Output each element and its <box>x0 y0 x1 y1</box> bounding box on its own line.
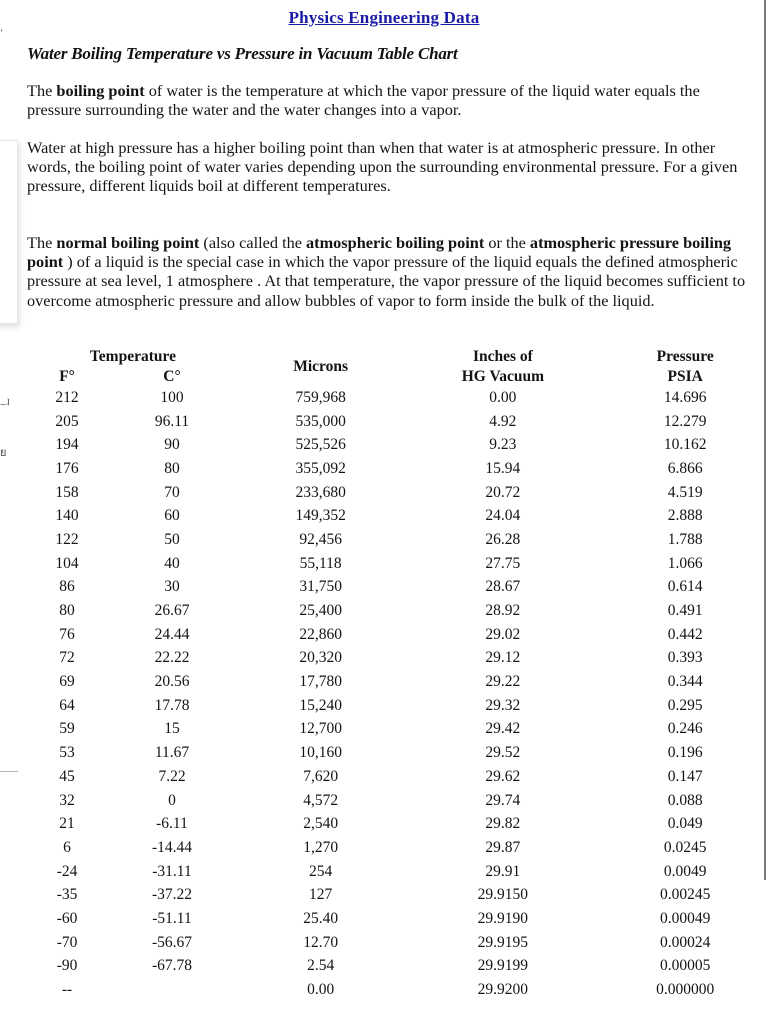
cell-c: 24.44 <box>154 625 190 643</box>
cell-hg: 29.74 <box>485 791 521 809</box>
page-title: Water Boiling Temperature vs Pressure in Vacuum Table Chart <box>27 44 458 63</box>
cell-hg: 29.32 <box>485 696 521 714</box>
bold-term: atmospheric boiling point <box>306 233 485 252</box>
header-psia-line1: Pressure <box>656 348 714 365</box>
cell-hg: 29.62 <box>485 767 521 785</box>
cell-f: 59 <box>59 720 75 738</box>
cell-microns: 7,620 <box>303 767 339 785</box>
table-row <box>28 789 768 813</box>
cell-f: 32 <box>59 791 75 809</box>
cell-f: -60 <box>56 909 78 927</box>
cell-c: 15 <box>164 720 180 738</box>
cell-microns: 15,240 <box>299 696 342 714</box>
cell-psia: 0.088 <box>667 791 703 809</box>
text: Water at high pressure has a higher boiling point than when that water is at atmospheric pressure. In other words, the boiling point of water varies depending upon the surrounding environmental pressure. For a given pressure, different liquids boil at different temperatures. <box>27 138 738 196</box>
cell-psia: 0.246 <box>667 720 703 738</box>
cell-psia: 0.393 <box>667 649 703 667</box>
cell-psia: 0.295 <box>667 696 703 714</box>
cell-microns: 0.00 <box>307 981 335 999</box>
cell-microns: 759,968 <box>295 388 346 406</box>
cell-c: -14.44 <box>151 838 193 856</box>
cell-microns: 1,270 <box>303 838 339 856</box>
cell-c: 30 <box>164 578 180 596</box>
cell-c: -67.78 <box>151 957 193 975</box>
table-row <box>28 481 768 505</box>
edge-mark: ‘ <box>0 28 4 39</box>
cell-psia: 0.344 <box>667 673 703 691</box>
cell-microns: 22,860 <box>299 625 342 643</box>
cell-c: 0 <box>168 791 176 809</box>
cell-f: 72 <box>59 649 75 667</box>
cell-psia: 0.147 <box>667 767 703 785</box>
cell-c: 26.67 <box>154 602 190 620</box>
cell-psia: 2.888 <box>667 507 703 525</box>
cell-hg: 0.00 <box>489 388 517 406</box>
cell-f: 122 <box>55 530 79 548</box>
cell-f: -35 <box>56 886 78 904</box>
cell-c: 20.56 <box>154 673 190 691</box>
cell-c: 17.78 <box>154 696 190 714</box>
cell-f: 76 <box>59 625 75 643</box>
cell-c: -6.11 <box>156 815 188 833</box>
cell-f: 176 <box>55 459 79 477</box>
cell-microns: 17,780 <box>299 673 342 691</box>
table-row <box>28 599 768 623</box>
cell-f: 104 <box>55 554 79 572</box>
bold-term: normal boiling point <box>56 233 200 252</box>
paragraph-high-pressure <box>27 138 747 196</box>
cell-microns: 525,526 <box>295 436 346 454</box>
cell-microns: 2.54 <box>307 957 335 975</box>
cell-psia: 0.0049 <box>663 862 707 880</box>
table-row <box>28 718 768 742</box>
bold-term: atmospheric pressure boiling point <box>27 233 732 272</box>
cell-psia: 1.066 <box>667 554 703 572</box>
cell-f: 212 <box>55 388 79 406</box>
cell-hg: 24.04 <box>485 507 521 525</box>
cell-psia: 0.00005 <box>660 957 711 975</box>
cell-c: 100 <box>160 388 184 406</box>
cell-f: -24 <box>56 862 78 880</box>
cell-microns: 127 <box>309 886 333 904</box>
cell-microns: 4,572 <box>303 791 339 809</box>
cell-psia: 0.00049 <box>660 909 711 927</box>
text: of water is the temperature at which the vapor pressure of the liquid water equals the pressure surrounding the water and the water changes into a vapor. <box>27 81 700 120</box>
cell-c: 40 <box>164 554 180 572</box>
header-fahrenheit: F° <box>59 367 75 385</box>
table-row <box>28 694 768 718</box>
cell-hg: 26.28 <box>485 530 521 548</box>
header-hg-line2: HG Vacuum <box>461 367 544 385</box>
cell-f: 69 <box>59 673 75 691</box>
header-psia-line2: PSIA <box>667 367 703 385</box>
cell-hg: 28.67 <box>485 578 521 596</box>
cell-hg: 29.9150 <box>477 886 529 904</box>
cell-microns: 535,000 <box>295 412 346 430</box>
cell-microns: 25,400 <box>299 602 342 620</box>
cell-hg: 29.22 <box>485 673 521 691</box>
table-row <box>28 670 768 694</box>
table-row <box>28 883 768 907</box>
cell-psia: 4.519 <box>667 483 703 501</box>
cell-f: 53 <box>59 744 75 762</box>
cell-f: 158 <box>55 483 79 501</box>
cell-f: 80 <box>59 602 75 620</box>
cell-hg: 4.92 <box>489 412 517 430</box>
cell-hg: 29.82 <box>485 815 521 833</box>
cell-hg: 9.23 <box>489 436 517 454</box>
side-glyph: ᅴ <box>0 398 11 411</box>
table-row <box>28 410 768 434</box>
site-link[interactable]: Physics Engineering Data <box>288 8 480 27</box>
cell-microns: 10,160 <box>299 744 342 762</box>
cell-psia: 0.00024 <box>660 933 711 951</box>
text: (also called the <box>199 233 307 252</box>
cell-hg: 28.92 <box>485 602 521 620</box>
cell-c <box>106 978 238 1002</box>
cell-c: 7.22 <box>158 767 186 785</box>
cell-hg: 29.42 <box>485 720 521 738</box>
table-row <box>28 978 768 1002</box>
cell-hg: 29.87 <box>485 838 521 856</box>
bold-term: boiling point <box>56 81 145 100</box>
table-row <box>28 576 768 600</box>
cell-microns: 31,750 <box>299 578 342 596</box>
text: or the <box>484 233 530 252</box>
cell-f: 86 <box>59 578 75 596</box>
cell-c: 80 <box>164 459 180 477</box>
table-row <box>28 765 768 789</box>
cell-microns: 233,680 <box>295 483 346 501</box>
cell-hg: 29.91 <box>485 862 521 880</box>
cell-psia: 0.491 <box>667 602 703 620</box>
cell-psia: 1.788 <box>667 530 703 548</box>
text: The <box>27 81 57 100</box>
cell-hg: 29.9200 <box>477 981 529 999</box>
cell-microns: 355,092 <box>295 459 346 477</box>
header-temperature: Temperature <box>89 348 176 365</box>
cell-hg: 29.52 <box>485 744 521 762</box>
cell-c: -51.11 <box>152 909 192 927</box>
cell-f: 140 <box>55 507 79 525</box>
cell-f: 205 <box>55 412 79 430</box>
cell-psia: 0.442 <box>667 625 703 643</box>
cell-c: 22.22 <box>154 649 190 667</box>
cell-psia: 0.000000 <box>656 981 715 999</box>
cell-psia: 0.614 <box>667 578 703 596</box>
cell-c: 60 <box>164 507 180 525</box>
paragraph-boiling-point <box>27 81 747 119</box>
cell-f: 21 <box>59 815 75 833</box>
cell-c: -37.22 <box>151 886 193 904</box>
cell-hg: 29.02 <box>485 625 521 643</box>
header-hg-line1: Inches of <box>472 348 533 365</box>
table-row <box>28 457 768 481</box>
table-row <box>28 647 768 671</box>
cell-c: 50 <box>164 530 180 548</box>
cell-hg: 20.72 <box>485 483 521 501</box>
text: The <box>27 233 57 252</box>
cell-psia: 6.866 <box>667 459 703 477</box>
cell-c: 90 <box>164 436 180 454</box>
cell-hg: 15.94 <box>485 459 521 477</box>
cell-microns: 25.40 <box>303 909 339 927</box>
cell-f: 194 <box>55 436 79 454</box>
cell-psia: 0.0245 <box>663 838 707 856</box>
table-row <box>28 836 768 860</box>
cell-f: -- <box>61 981 73 999</box>
cell-microns: 20,320 <box>299 649 342 667</box>
table-row <box>28 552 768 576</box>
cell-microns: 12,700 <box>299 720 342 738</box>
table-row <box>28 386 768 410</box>
cell-hg: 29.12 <box>485 649 521 667</box>
edge-divider <box>0 771 18 772</box>
table-row <box>28 528 768 552</box>
cell-microns: 254 <box>309 862 333 880</box>
cell-c: -56.67 <box>151 933 193 951</box>
cell-f: 64 <box>59 696 75 714</box>
cell-psia: 14.696 <box>663 388 707 406</box>
cell-f: -90 <box>56 957 78 975</box>
cell-psia: 0.00245 <box>660 886 711 904</box>
table-row <box>28 623 768 647</box>
text: ) of a liquid is the special case in which the vapor pressure of the liquid equals the defined atmospheric pressure at sea level, 1 atmosphere . At that temperature, the vapor pressure of the liquid becomes sufficient to overcome atmospheric pressure and allow bubbles of vapor to form inside the bulk of the liquid. <box>27 252 746 310</box>
cell-hg: 29.9190 <box>477 909 529 927</box>
cell-hg: 29.9199 <box>477 957 529 975</box>
cell-microns: 149,352 <box>295 507 346 525</box>
cell-microns: 92,456 <box>299 530 342 548</box>
table-row <box>28 955 768 979</box>
boiling-pressure-table <box>28 347 768 1002</box>
header-microns: Microns <box>293 358 349 375</box>
paragraph-normal-boiling-point <box>27 233 747 310</box>
cell-c: 96.11 <box>154 412 190 430</box>
cell-f: -70 <box>56 933 78 951</box>
cell-hg: 29.9195 <box>477 933 529 951</box>
header-celsius: C° <box>163 367 181 385</box>
cell-microns: 55,118 <box>299 554 342 572</box>
cell-microns: 2,540 <box>303 815 339 833</box>
side-panel-edge <box>0 140 18 324</box>
cell-psia: 12.279 <box>663 412 707 430</box>
cell-microns: 12.70 <box>303 933 339 951</box>
table-row <box>28 907 768 931</box>
cell-psia: 0.049 <box>667 815 703 833</box>
cell-hg: 27.75 <box>485 554 521 572</box>
cell-psia: 10.162 <box>663 436 707 454</box>
table-row <box>28 931 768 955</box>
table-row <box>28 812 768 836</box>
table-row <box>28 860 768 884</box>
cell-c: 11.67 <box>154 744 190 762</box>
table-body <box>28 386 768 1002</box>
table-row <box>28 741 768 765</box>
cell-f: 6 <box>63 838 71 856</box>
cell-c: -31.11 <box>152 862 192 880</box>
table-row <box>28 433 768 457</box>
cell-f: 45 <box>59 767 75 785</box>
table-row <box>28 504 768 528</box>
side-glyph: ย <box>0 446 7 459</box>
cell-c: 70 <box>164 483 180 501</box>
cell-psia: 0.196 <box>667 744 703 762</box>
